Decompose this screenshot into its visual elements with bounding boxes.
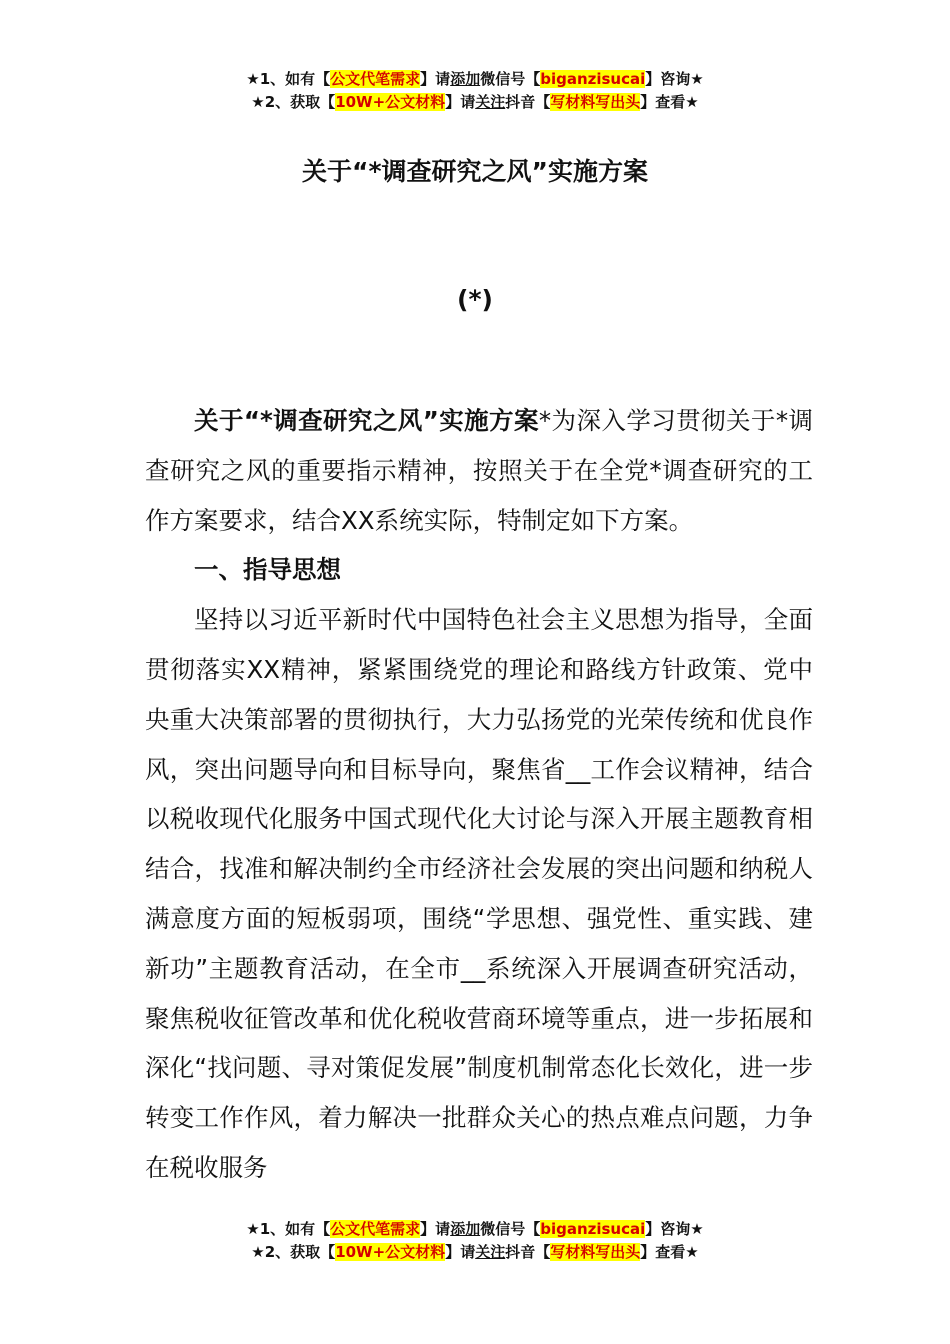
banner-text: ★2、获取【 — [251, 93, 336, 111]
intro-text: *为深入学习贯彻关于*调查研究之风的重要指示精神，按照关于在全党*调查研究的工作方案要求，结合XX系统实际，特制定如下方案。 — [145, 406, 814, 535]
banner-text: 抖音【 — [505, 93, 551, 111]
banner-text: 】咨询★ — [645, 1220, 704, 1238]
intro-paragraph — [145, 396, 813, 545]
banner-underlined-text: 添加 — [450, 70, 481, 88]
banner-highlight: biganzisucai — [540, 70, 646, 88]
banner-line-2 — [0, 91, 950, 114]
banner-underlined-text: 关注 — [475, 93, 506, 111]
banner-text: 】请 — [420, 70, 451, 88]
banner-text: 抖音【 — [505, 1243, 551, 1261]
banner-text: 】请 — [445, 93, 476, 111]
banner-underlined-text: 关注 — [475, 1243, 506, 1261]
banner-text: 微信号【 — [480, 1220, 541, 1238]
banner-text: 】查看★ — [640, 93, 699, 111]
document-body — [145, 396, 813, 1193]
banner-line-1 — [0, 1218, 950, 1241]
banner-text: 】查看★ — [640, 1243, 699, 1261]
section-paragraph: 坚持以习近平新时代中国特色社会主义思想为指导，全面贯彻落实XX精神，紧紧围绕党的理论和路线方针政策、党中央重大决策部署的贯彻执行，大力弘扬党的光荣传统和优良作风，突出问题导向和目标导向，聚焦省__工作会议精神，结合以税收现代化服务中国式现代化大讨论与深入开展主题教育相结合，找准和解决制约全市经济社会发展的突出问题和纳税人满意度方面的短板弱项，围绕“学思想、强党性、重实践、建新功”主题教育活动，在全市__系统深入开展调查研究活动，聚焦税收征管改革和优化税收营商环境等重点，进一步拓展和深化“找问题、寻对策促发展”制度机制常态化长效化，进一步转变工作作风，着力解决一批群众关心的热点难点问题，力争在税收服务 — [145, 605, 813, 1182]
banner-line-2 — [0, 1241, 950, 1264]
banner-highlight: 10W+公文材料 — [335, 93, 446, 111]
banner-line-1 — [0, 68, 950, 91]
banner-text: 】咨询★ — [645, 70, 704, 88]
banner-underlined-text: 添加 — [450, 1220, 481, 1238]
banner-highlight: 10W+公文材料 — [335, 1243, 446, 1261]
banner-text: ★1、如有【 — [246, 1220, 331, 1238]
banner-text: 微信号【 — [480, 70, 541, 88]
banner-highlight: 写材料写出头 — [550, 93, 641, 111]
document-title: 关于“*调查研究之风”实施方案 — [302, 157, 648, 186]
footer-banner — [0, 1218, 950, 1264]
banner-text: ★1、如有【 — [246, 70, 331, 88]
banner-highlight: biganzisucai — [540, 1220, 646, 1238]
intro-lead: 关于“*调查研究之风”实施方案 — [194, 406, 539, 435]
banner-highlight: 公文代笔需求 — [330, 70, 421, 88]
banner-text: 】请 — [420, 1220, 451, 1238]
header-banner — [0, 68, 950, 114]
banner-text: ★2、获取【 — [251, 1243, 336, 1261]
document-subtitle: (*) — [457, 285, 493, 314]
section-heading: 一、指导思想 — [194, 555, 341, 585]
banner-text: 】请 — [445, 1243, 476, 1261]
banner-highlight: 公文代笔需求 — [330, 1220, 421, 1238]
banner-highlight: 写材料写出头 — [550, 1243, 641, 1261]
